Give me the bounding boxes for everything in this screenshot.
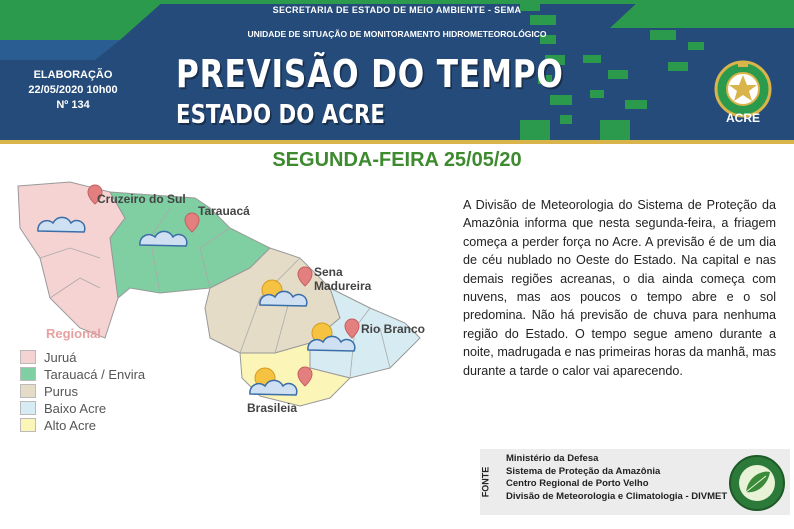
- legend-swatch: [20, 418, 36, 432]
- source-line: Divisão de Meteorologia e Climatologia - DIVMET: [506, 490, 728, 502]
- legend-label: Juruá: [44, 349, 77, 365]
- source-line: Centro Regional de Porto Velho: [506, 478, 649, 489]
- legend-swatch: [20, 350, 36, 364]
- source-line: Ministério da Defesa: [506, 453, 599, 464]
- legend-label: Alto Acre: [44, 417, 97, 433]
- forecast-text: A Divisão de Meteorologia do Sistema de Proteção da Amazônia informa que nesta segunda-feira, a friagem começa a perder força no Acre. A previsão é de um dia de céu nublado no Oeste do Estado. Na capital e nas demais regiões acreanas, o dia ainda começa com nuvens, mas aos poucos o tempo abre e o sol predomina. Não há previsão de chuva para nenhuma região do Estado. O tempo segue ameno durante a noite, madrugada e nas primeiras horas da manhã, mas durante a tarde o calor vai aparecendo.: [463, 198, 776, 378]
- map-legend: [20, 326, 145, 434]
- legend-item: [20, 349, 145, 365]
- city-label-sena-madureira: Sena Madureira: [314, 265, 372, 293]
- gold-divider: [0, 140, 794, 144]
- page-subtitle: ESTADO DO ACRE: [176, 100, 385, 130]
- header-org: SECRETARIA DE ESTADO DE MEIO AMBIENTE - SEMA: [272, 5, 522, 15]
- header-unit: UNIDADE DE SITUAÇÃO DE MONITORAMENTO HIDROMETEOROLÓGICO: [247, 29, 547, 39]
- elaboration-datetime: 22/05/2020 10h00: [28, 84, 118, 96]
- city-label-tarauaca: Tarauacá: [198, 204, 250, 218]
- header-banner: [0, 0, 794, 140]
- legend-label: Tarauacá / Envira: [44, 366, 146, 382]
- legend-title: Regional: [46, 326, 101, 341]
- sipam-seal-logo: [728, 454, 786, 512]
- city-label-cruzeiro-do-sul: Cruzeiro do Sul: [97, 192, 186, 206]
- legend-item: [20, 417, 145, 433]
- source-line: Sistema de Proteção da Amazônia: [506, 465, 661, 477]
- source-label-text: FONTE: [480, 466, 491, 498]
- legend-item: [20, 400, 145, 416]
- elaboration-label: ELABORAÇÃO: [33, 69, 113, 81]
- page-title: PREVISÃO DO TEMPO: [176, 52, 564, 96]
- city-label-brasileia: Brasileia: [247, 401, 298, 415]
- legend-item: [20, 366, 145, 382]
- legend-item: [20, 383, 145, 399]
- source-label: [482, 459, 502, 505]
- forecast-day-title: SEGUNDA-FEIRA 25/05/20: [272, 149, 522, 171]
- legend-label: Purus: [44, 383, 78, 399]
- elaboration-block: [18, 68, 128, 113]
- bulletin-number: Nº 134: [56, 99, 90, 111]
- legend-label: Baixo Acre: [44, 400, 107, 416]
- legend-swatch: [20, 384, 36, 398]
- legend-swatch: [20, 401, 36, 415]
- logo-label: ACRE: [725, 111, 760, 125]
- city-label-rio-branco: Rio Branco: [361, 322, 426, 336]
- source-lines: [506, 453, 727, 503]
- legend-swatch: [20, 367, 36, 381]
